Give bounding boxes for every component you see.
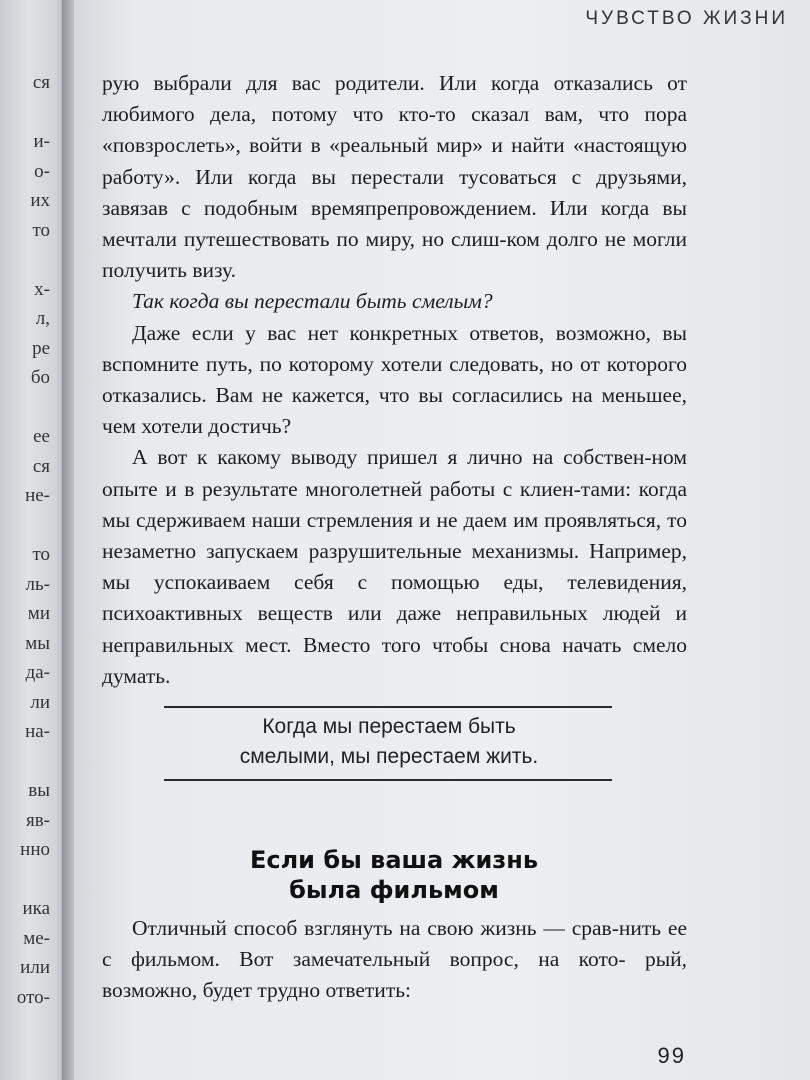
pull-quote-line: смелыми, мы перестаем жить. bbox=[239, 745, 539, 768]
left-page-fragment: ме- bbox=[23, 927, 50, 949]
text-line: тами: когда мы сдерживаем наши стремления и не даем bbox=[102, 476, 687, 532]
left-page-fragment: ся bbox=[32, 72, 50, 93]
left-page-fragment: ика bbox=[22, 898, 50, 919]
text-line: им проявляться, то незаметно запускаем разрушительные bbox=[102, 507, 687, 564]
text-line: ном опыте и в результате многолетней работы с клиен- bbox=[102, 445, 687, 501]
paragraph-continued bbox=[102, 68, 687, 286]
left-page-fragment: о- bbox=[34, 160, 50, 182]
left-page-fragment: нно bbox=[20, 839, 50, 860]
pull-quote-top-rule bbox=[164, 706, 612, 708]
left-page-fragment: бо bbox=[30, 367, 50, 388]
section-heading-line: Если бы ваша жизнь bbox=[249, 846, 538, 874]
section-text bbox=[102, 913, 687, 1007]
left-page-fragment: ми bbox=[27, 603, 50, 624]
text-line: пора «повзрослеть», войти в «реальный мир» и найти bbox=[102, 102, 687, 158]
left-page-fragment: ль- bbox=[25, 573, 50, 595]
left-page-fragment: яв- bbox=[25, 809, 50, 831]
paragraph bbox=[102, 318, 687, 443]
text-line: рую выбрали для вас родители. Или когда отказались bbox=[102, 71, 668, 95]
text-line: с друзьями, завязав с подобным времяпрепровождением. bbox=[102, 164, 687, 220]
left-page-edge bbox=[0, 0, 70, 1080]
paragraph bbox=[102, 913, 687, 1007]
left-page-fragment: ре bbox=[32, 337, 50, 359]
left-page-fragment: то bbox=[32, 219, 50, 241]
text-line: от любимого дела, потому что кто-то сказал вам, что bbox=[102, 71, 687, 127]
left-page-fragment: л, bbox=[35, 308, 50, 329]
text-line: еды, телевидения, психоактивных веществ или даже bbox=[102, 570, 687, 626]
text-line: А вот к какому выводу пришел я лично на собствен- bbox=[132, 445, 652, 470]
text-line: Даже если у вас нет конкретных ответов, возможно, bbox=[132, 320, 663, 345]
text-line: рый, возможно, будет трудно ответить: bbox=[102, 947, 688, 1003]
left-page-fragment: ото- bbox=[16, 986, 50, 1008]
text-line: Или когда вы мечтали путешествовать по миру, но слиш- bbox=[102, 195, 687, 252]
text-line: «настоящую работу». Или когда вы перестали тусоваться bbox=[102, 133, 687, 189]
left-page-fragment: на- bbox=[25, 721, 50, 742]
text-line: Отличный способ взглянуть на свою жизнь — срав- bbox=[132, 916, 619, 940]
left-page-fragment: х- bbox=[34, 278, 50, 300]
running-head: ЧУВСТВО ЖИЗНИ bbox=[585, 8, 788, 29]
text-line: на меньшее, чем хотели достичь? bbox=[102, 383, 687, 439]
text-line: ком долго не могли получить визу. bbox=[102, 227, 687, 283]
section-heading bbox=[194, 845, 594, 905]
left-page-fragment: то bbox=[32, 544, 50, 565]
left-page-fragment: не- bbox=[25, 485, 50, 506]
pull-quote-line: Когда мы перестаем быть bbox=[262, 715, 516, 738]
book-page bbox=[74, 0, 810, 1080]
left-page-fragment: мы bbox=[25, 632, 50, 654]
left-page-fragment: вы bbox=[28, 780, 50, 801]
left-page-fragment: ее bbox=[33, 426, 50, 447]
left-page-fragment: да- bbox=[25, 662, 50, 683]
left-page-fragment: и- bbox=[33, 131, 50, 152]
paragraph bbox=[102, 442, 687, 692]
left-page-fragment: или bbox=[20, 957, 50, 978]
left-page-fragment: ся bbox=[32, 455, 50, 477]
pull-quote-bottom-rule bbox=[164, 779, 612, 781]
text-line: вы вспомните путь, по которому хотели следовать, но от bbox=[102, 320, 687, 376]
text-line: которого отказались. Вам не кажется, что вы согласились bbox=[102, 351, 687, 408]
text-line: неправильных людей и неправильных мест. Вместо того bbox=[102, 601, 688, 657]
left-page-fragment: ли bbox=[30, 691, 50, 713]
text-line: нить ее с фильмом. Вот замечательный вопрос, на кото- bbox=[102, 916, 687, 972]
pull-quote bbox=[164, 712, 614, 772]
question-line: Так когда вы перестали быть смелым? bbox=[132, 289, 493, 314]
text-line: чтобы снова начать смело думать. bbox=[102, 632, 687, 688]
left-page-fragment: их bbox=[30, 190, 50, 211]
text-line: механизмы. Например, мы успокаиваем себя с помощью bbox=[102, 539, 687, 595]
section-heading-line: была фильмом bbox=[289, 876, 499, 904]
page-number: 99 bbox=[657, 1043, 686, 1068]
body-text bbox=[102, 68, 687, 692]
